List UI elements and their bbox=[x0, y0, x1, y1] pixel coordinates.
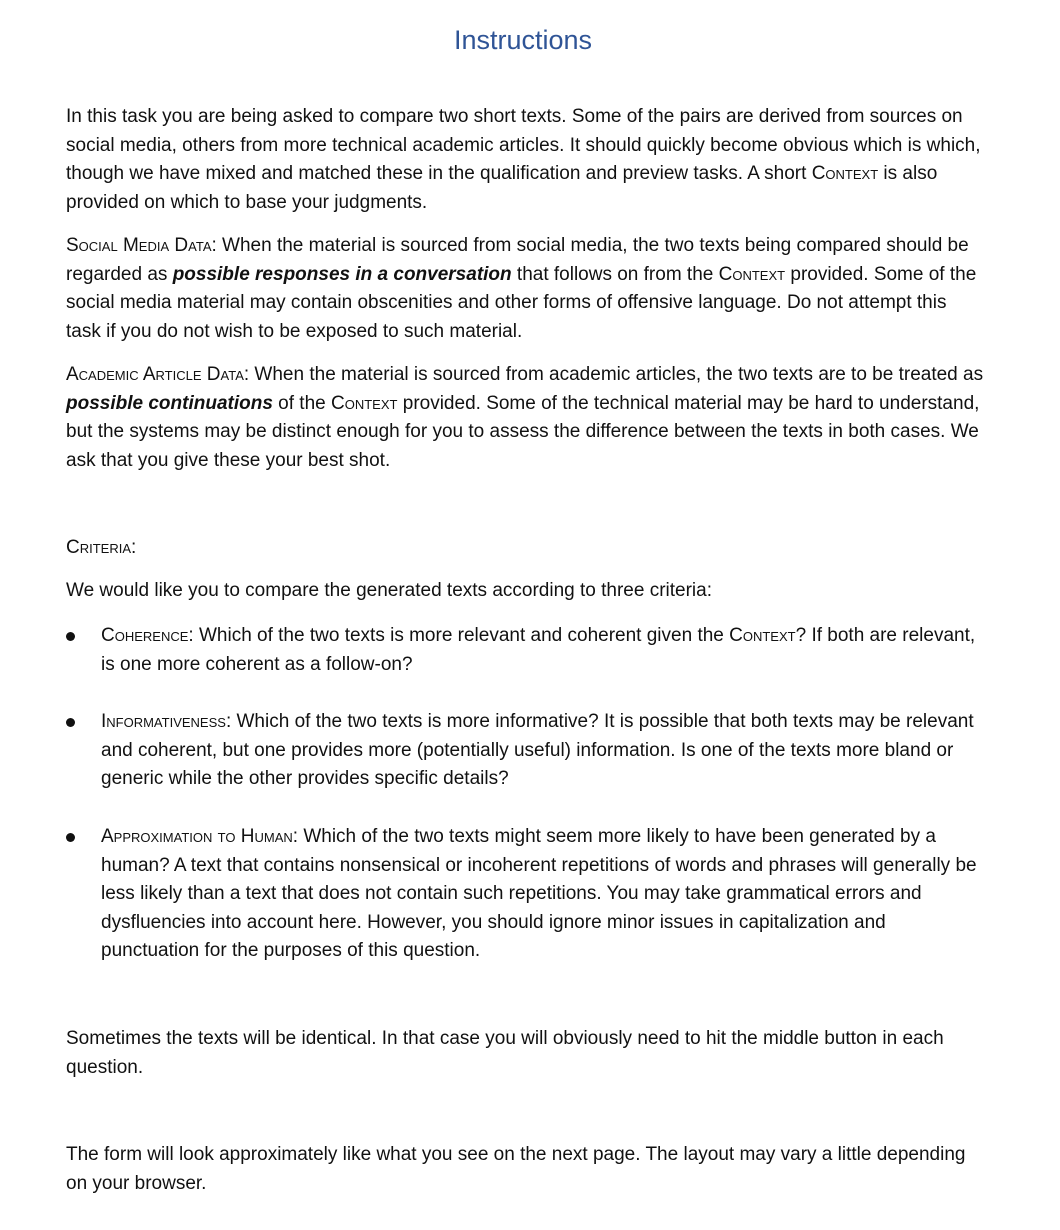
social-media-paragraph bbox=[66, 232, 986, 346]
academic-text: When the material is sourced from academic articles, the two texts are to be treated as bbox=[249, 364, 984, 385]
bullet-icon bbox=[66, 632, 75, 641]
criteria-intro: We would like you to compare the generated texts according to three criteria: bbox=[66, 580, 712, 601]
academic-emphasis: possible continuations bbox=[66, 392, 273, 414]
criterion-coherence bbox=[66, 622, 986, 708]
criterion-label: Coherence: bbox=[101, 625, 194, 646]
criterion-text-2: ? If both are relevant, is one more coherent as a follow-on? bbox=[101, 625, 976, 675]
bullet-icon bbox=[66, 833, 75, 842]
criterion-text: Which of the two texts is more informative? It is possible that both texts may be relevant and coherent, but one provides more (potentially useful) information. Is one of the texts more bland or generic while the other provides specific details? bbox=[101, 711, 974, 789]
page-title: Instructions bbox=[453, 25, 593, 55]
intro-text-end: is also provided on which to base your judgments. bbox=[66, 163, 938, 213]
social-media-text-3: provided. Some of the social media material may contain obscenities and other forms of offensive language. Do not attempt this task if you do not wish to be exposed to such material. bbox=[66, 263, 977, 342]
social-media-emphasis: possible responses in a conversation bbox=[172, 263, 512, 285]
context-term: Context bbox=[811, 163, 879, 184]
bullet-icon bbox=[66, 718, 75, 727]
academic-text-2: of the bbox=[272, 392, 332, 414]
identical-note: Sometimes the texts will be identical. In that case you will obviously need to hit the middle button in each question. bbox=[66, 1028, 944, 1078]
social-media-text: When the material is sourced from social media, the two texts being compared should be regarded as bbox=[66, 235, 969, 285]
criterion-text: Which of the two texts might seem more likely to have been generated by a human? A text that contains nonsensical or incoherent repetitions of words and phrases will generally be less likely than a text that does not contain such repetitions. You may take grammatical errors and dysfluencies into account here. However, you should ignore minor issues in capitalization and punctuation for the purposes of this question. bbox=[101, 826, 977, 961]
criteria-heading: Criteria: bbox=[66, 537, 137, 558]
criterion-informativeness bbox=[66, 708, 986, 823]
criterion-approximation-to-human bbox=[66, 823, 986, 966]
criterion-label: Informativeness: bbox=[101, 711, 232, 732]
social-media-label: Social Media Data: bbox=[66, 235, 217, 256]
criterion-text: Which of the two texts is more relevant and coherent given the bbox=[193, 625, 730, 646]
context-term: Context bbox=[331, 392, 398, 414]
intro-paragraph bbox=[66, 103, 986, 217]
academic-paragraph bbox=[66, 361, 986, 475]
social-media-text-2: that follows on from the bbox=[511, 263, 719, 285]
academic-label: Academic Article Data: bbox=[66, 364, 250, 385]
criterion-label: Approximation to Human: bbox=[101, 826, 299, 847]
academic-text-3: provided. Some of the technical material may be hard to understand, but the systems may be distinct enough for you to assess the difference between the texts in both cases. We ask that you give these your best shot. bbox=[66, 392, 980, 471]
intro-text: In this task you are being asked to compare two short texts. Some of the pairs are derived from sources on social media, others from more technical academic articles. It should quickly become obvious which is which, though we have mixed and matched these in the qualification and preview tasks. A short bbox=[66, 106, 981, 184]
form-note: The form will look approximately like what you see on the next page. The layout may vary a little depending on your browser. bbox=[66, 1144, 966, 1194]
criteria-list bbox=[66, 622, 986, 966]
context-term: Context bbox=[718, 263, 786, 285]
context-term: Context bbox=[729, 625, 796, 646]
